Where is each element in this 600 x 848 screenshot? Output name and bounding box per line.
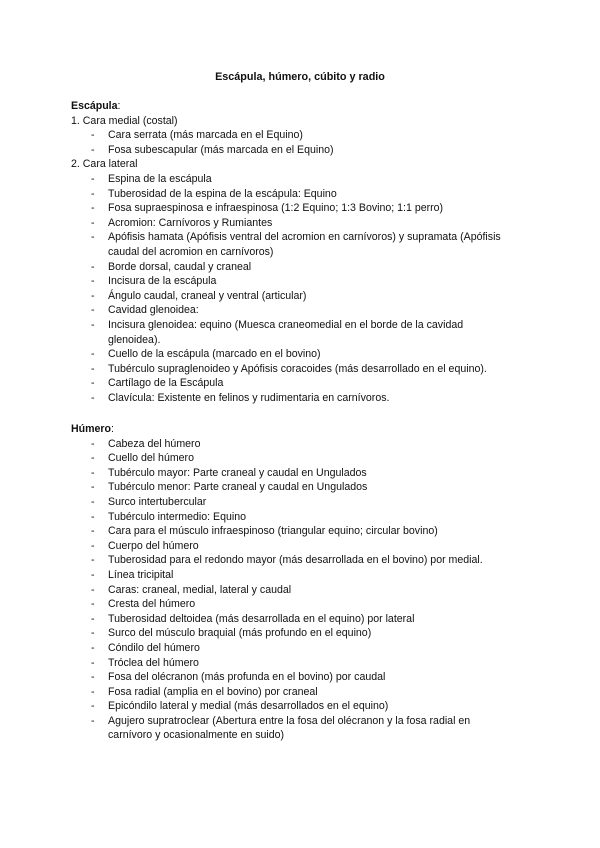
escapula-heading-colon: : [117, 100, 121, 112]
dash-bullet: - [91, 143, 95, 156]
list-item [71, 714, 511, 743]
list-item-text: Cuello del húmero [108, 452, 194, 465]
document-title: Escápula, húmero, cúbito y radio [215, 71, 385, 83]
list-item [71, 583, 511, 598]
dash-bullet: - [91, 129, 95, 142]
list-item-text: Epicóndilo lateral y medial (más desarrollados en el equino) [108, 700, 389, 713]
list-item-text: Tróclea del húmero [108, 656, 199, 669]
dash-bullet: - [91, 172, 95, 185]
dash-bullet: - [91, 568, 95, 581]
dash-bullet: - [91, 391, 95, 404]
list-item-text: Clavícula: Existente en felinos y rudimentaria en carnívoros. [108, 391, 390, 404]
dash-bullet: - [91, 452, 95, 465]
list-item-text: Cartílago de la Escápula [108, 377, 224, 390]
escapula-section [71, 99, 511, 405]
list-item-text: Tuberosidad deltoidea (más desarrollada en el equino) por lateral [108, 612, 415, 625]
dash-bullet: - [91, 377, 95, 390]
escapula-heading [71, 99, 511, 114]
dash-bullet: - [91, 362, 95, 375]
list-item-text: Cuerpo del húmero [108, 539, 199, 552]
humero-section [71, 422, 511, 743]
list-item-text: Fosa radial (amplia en el bovino) por craneal [108, 685, 318, 698]
dash-bullet: - [91, 714, 95, 727]
list-item [71, 391, 511, 406]
dash-bullet: - [91, 495, 95, 508]
dash-bullet: - [91, 304, 95, 317]
list-item [71, 641, 511, 656]
list-item [71, 626, 511, 641]
list-item [71, 376, 511, 391]
list-item [71, 612, 511, 627]
list-item-text: Ángulo caudal, craneal y ventral (articular) [108, 289, 307, 302]
list-item-text: Fosa supraespinosa e infraespinosa (1:2 Equino; 1:3 Bovino; 1:1 perro) [108, 202, 444, 215]
list-item [71, 274, 511, 289]
list-item-text: Cuello de la escápula (marcado en el bovino) [108, 348, 321, 361]
escapula-heading-text: Escápula [71, 100, 118, 112]
dash-bullet: - [91, 671, 95, 684]
list-item-text: Incisura glenoidea: equino (Muesca craneomedial en el borde de la cavidad glenoidea). [108, 318, 464, 346]
dash-bullet: - [91, 554, 95, 567]
list-item [71, 510, 511, 525]
list-item [71, 260, 511, 275]
list-item [71, 524, 511, 539]
list-item-text: Tubérculo mayor: Parte craneal y caudal en Ungulados [108, 466, 367, 479]
humero-heading-text: Húmero [71, 423, 112, 435]
cara-lateral-list [71, 172, 511, 406]
list-item [71, 216, 511, 231]
dash-bullet: - [91, 539, 95, 552]
dash-bullet: - [91, 260, 95, 273]
list-item [71, 318, 511, 347]
list-item [71, 230, 511, 259]
dash-bullet: - [91, 289, 95, 302]
list-item-text: Cara para el músculo infraespinoso (triangular equino; circular bovino) [108, 525, 438, 538]
dash-bullet: - [91, 700, 95, 713]
dash-bullet: - [91, 685, 95, 698]
list-item-text: Tubérculo intermedio: Equino [108, 510, 246, 523]
list-item [71, 670, 511, 685]
dash-bullet: - [91, 656, 95, 669]
list-item [71, 201, 511, 216]
list-item-text: Acromion: Carnívoros y Rumiantes [108, 216, 273, 229]
list-item-text: Tuberosidad para el redondo mayor (más desarrollada en el bovino) por medial. [108, 554, 483, 567]
list-item-text: Cara serrata (más marcada en el Equino) [108, 129, 303, 142]
list-item [71, 143, 511, 158]
list-item [71, 466, 511, 481]
list-item [71, 362, 511, 377]
dash-bullet: - [91, 275, 95, 288]
dash-bullet: - [91, 641, 95, 654]
list-item-text: Cavidad glenoidea: [108, 304, 199, 317]
humero-heading [71, 422, 511, 437]
list-item-text: Agujero supratroclear (Abertura entre la fosa del olécranon y la fosa radial en carnívoro y ocasionalmente en suido) [108, 714, 471, 742]
humero-heading-colon: : [111, 423, 114, 435]
dash-bullet: - [91, 627, 95, 640]
list-item-text: Cóndilo del húmero [108, 641, 200, 654]
dash-bullet: - [91, 348, 95, 361]
list-item-text: Cresta del húmero [108, 598, 196, 611]
list-item [71, 568, 511, 583]
dash-bullet: - [91, 466, 95, 479]
dash-bullet: - [91, 202, 95, 215]
dash-bullet: - [91, 231, 95, 244]
cara-medial-list [71, 128, 511, 157]
list-item [71, 172, 511, 187]
list-item-text: Línea tricipital [108, 568, 174, 581]
list-item [71, 128, 511, 143]
dash-bullet: - [91, 318, 95, 331]
list-item [71, 656, 511, 671]
dash-bullet: - [91, 612, 95, 625]
dash-bullet: - [91, 481, 95, 494]
dash-bullet: - [91, 525, 95, 538]
cara-lateral-label: 2. Cara lateral [71, 158, 138, 171]
list-item [71, 685, 511, 700]
list-item-text: Tuberosidad de la espina de la escápula: Equino [108, 187, 337, 200]
list-item [71, 451, 511, 466]
list-item-text: Surco intertubercular [108, 495, 207, 508]
list-item-text: Tubérculo supraglenoideo y Apófisis coracoides (más desarrollado en el equino). [108, 362, 487, 375]
list-item [71, 187, 511, 202]
list-item [71, 539, 511, 554]
list-item-text: Borde dorsal, caudal y craneal [108, 260, 252, 273]
list-item-text: Cabeza del húmero [108, 437, 201, 450]
list-item [71, 437, 511, 452]
dash-bullet: - [91, 598, 95, 611]
dash-bullet: - [91, 437, 95, 450]
dash-bullet: - [91, 583, 95, 596]
list-item [71, 553, 511, 568]
list-item-text: Apófisis hamata (Apófisis ventral del acromion en carnívoros) y supramata (Apófisis caudal del acromion en carnívoros) [108, 231, 501, 258]
list-item [71, 597, 511, 612]
list-item [71, 347, 511, 362]
list-item [71, 699, 511, 714]
dash-bullet: - [91, 510, 95, 523]
list-item-text: Incisura de la escápula [108, 275, 217, 288]
list-item-text: Surco del músculo braquial (más profundo en el equino) [108, 627, 372, 640]
list-item [71, 303, 511, 318]
dash-bullet: - [91, 216, 95, 229]
list-item-text: Caras: craneal, medial, lateral y caudal [108, 583, 292, 596]
humero-list [71, 437, 511, 743]
list-item-text: Tubérculo menor: Parte craneal y caudal en Ungulados [108, 481, 368, 494]
list-item [71, 289, 511, 304]
list-item-text: Fosa subescapular (más marcada en el Equino) [108, 143, 334, 156]
list-item-text: Fosa del olécranon (más profunda en el bovino) por caudal [108, 671, 386, 684]
list-item-text: Espina de la escápula [108, 172, 212, 185]
list-item [71, 495, 511, 510]
cara-medial-label: 1. Cara medial (costal) [71, 114, 178, 127]
dash-bullet: - [91, 187, 95, 200]
list-item [71, 480, 511, 495]
